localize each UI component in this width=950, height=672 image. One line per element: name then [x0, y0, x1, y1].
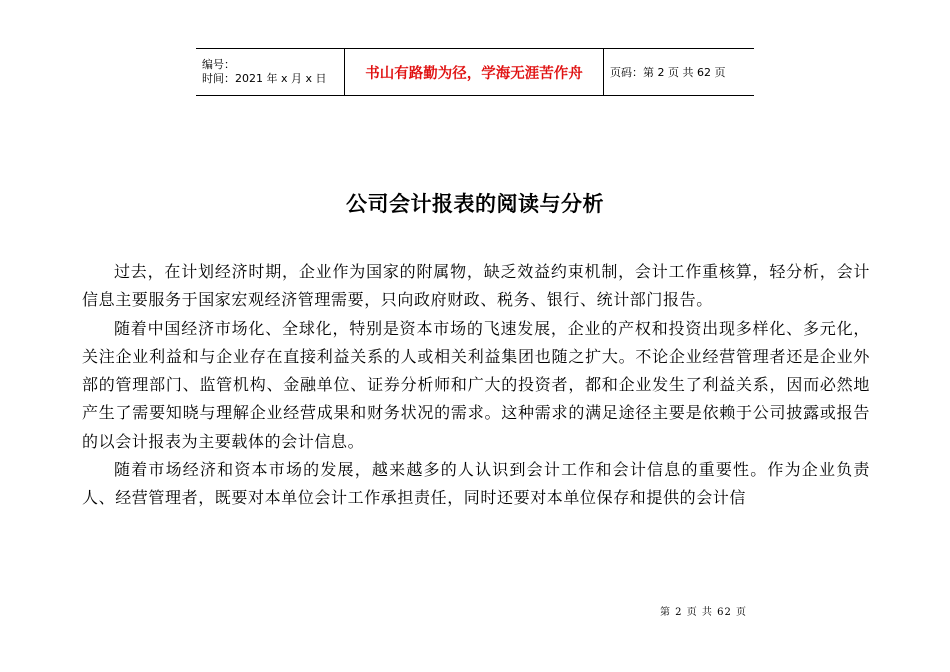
paragraph: 过去，在计划经济时期，企业作为国家的附属物，缺乏效益约束机制，会计工作重核算，轻分析，会计信息主要服务于国家宏观经济管理需要，只向政府财政、税务、银行、统计部门报告。	[82, 262, 870, 310]
header-motto: 书山有路勤为径，学海无涯苦作舟	[345, 49, 604, 96]
header-page-code: 页码：第 2 页 共 62 页	[604, 49, 755, 96]
document-body	[82, 258, 870, 513]
header-meta	[196, 49, 345, 96]
paragraph: 随着市场经济和资本市场的发展，越来越多的人认识到会计工作和会计信息的重要性。作为企业负责人、经营管理者，既要对本单位会计工作承担责任，同时还要对本单位保存和提供的会计信	[82, 460, 870, 508]
document-number-label: 编号：	[202, 58, 235, 71]
document-header	[196, 48, 754, 96]
document-date: 时间：2021 年 x 月 x 日	[202, 72, 327, 85]
paragraph: 随着中国经济市场化、全球化，特别是资本市场的飞速发展，企业的产权和投资出现多样化、多元化，关注企业利益和与企业存在直接利益关系的人或相关利益集团也随之扩大。不论企业经营管理者还是企业外部的管理部门、监管机构、金融单位、证券分析师和广大的投资者，都和企业发生了利益关系，因而必然地产生了需要知晓与理解企业经营成果和财务状况的需求。这种需求的满足途径主要是依赖于公司披露或报告的以会计报表为主要载体的会计信息。	[82, 318, 870, 451]
page-number-footer: 第 2 页 共 62 页	[660, 607, 747, 618]
document-title: 公司会计报表的阅读与分析	[346, 192, 604, 216]
